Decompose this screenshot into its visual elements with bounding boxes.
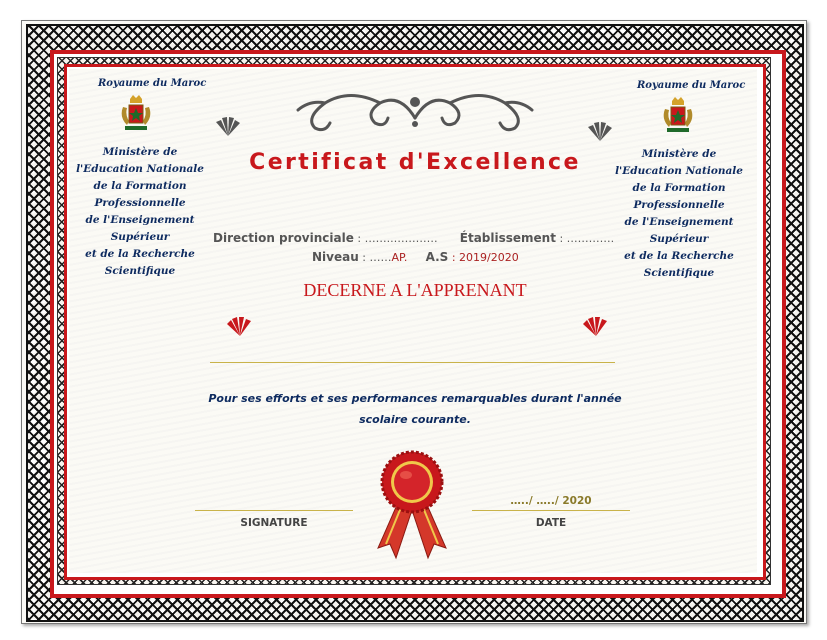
- as-value: : 2019/2020: [448, 251, 519, 264]
- signature-line: [195, 510, 353, 511]
- as-label: A.S: [425, 250, 449, 264]
- message: [195, 388, 635, 430]
- award-seal-icon: [372, 448, 452, 563]
- ministry-left-line-2: de la Formation Professionnelle: [93, 180, 187, 209]
- etablissement-label: Établissement: [459, 231, 556, 245]
- decerne-heading: DECERNE A L'APPRENANT: [303, 280, 527, 300]
- niveau-dots: : ……: [358, 251, 392, 264]
- info-line-1: [213, 227, 614, 246]
- date-label: DATE: [535, 517, 567, 529]
- date-line: [472, 510, 630, 511]
- fan-ornament-right-gray-icon: [585, 121, 615, 145]
- ministry-right: [609, 146, 749, 282]
- coat-of-arms-left-icon: [117, 93, 155, 135]
- etablissement-value: : ………….: [555, 232, 615, 245]
- message-line-2: scolaire courante.: [359, 413, 471, 426]
- ministry-left-line-3: de l'Enseignement Supérieur: [85, 214, 195, 243]
- ministry-left: [70, 144, 210, 280]
- ministry-right-line-2: de la Formation Professionnelle: [632, 182, 726, 211]
- message-line-1: Pour ses efforts et ses performances remarquables durant l'année: [208, 392, 622, 405]
- name-line: [210, 362, 615, 363]
- fan-ornament-left-gray-icon: [213, 116, 243, 140]
- ministry-right-line-1: Ministère de l'Education Nationale: [615, 148, 743, 177]
- kingdom-left: Royaume du Maroc: [98, 78, 207, 89]
- ministry-left-line-1: Ministère de l'Education Nationale: [76, 146, 204, 175]
- date-value: …../ …../ 2020: [510, 495, 592, 507]
- niveau-value: AP.: [391, 251, 408, 264]
- direction-value: : ……..…………: [353, 232, 438, 245]
- kingdom-right: Royaume du Maroc: [637, 80, 746, 91]
- ministry-left-line-4: et de la Recherche Scientifique: [85, 248, 195, 277]
- niveau-label: Niveau: [312, 250, 359, 264]
- ministry-right-line-4: et de la Recherche Scientifique: [624, 250, 734, 279]
- flourish-ornament-icon: [290, 88, 540, 138]
- certificate-title: Certificat d'Excellence: [249, 150, 581, 175]
- fan-ornament-right-red-icon: [580, 316, 612, 340]
- coat-of-arms-right-icon: [659, 95, 697, 137]
- signature-label: SIGNATURE: [240, 517, 308, 529]
- ministry-right-line-3: de l'Enseignement Supérieur: [624, 216, 734, 245]
- direction-label: Direction provinciale: [213, 231, 354, 245]
- fan-ornament-left-red-icon: [224, 316, 256, 340]
- info-line-2: [312, 246, 519, 265]
